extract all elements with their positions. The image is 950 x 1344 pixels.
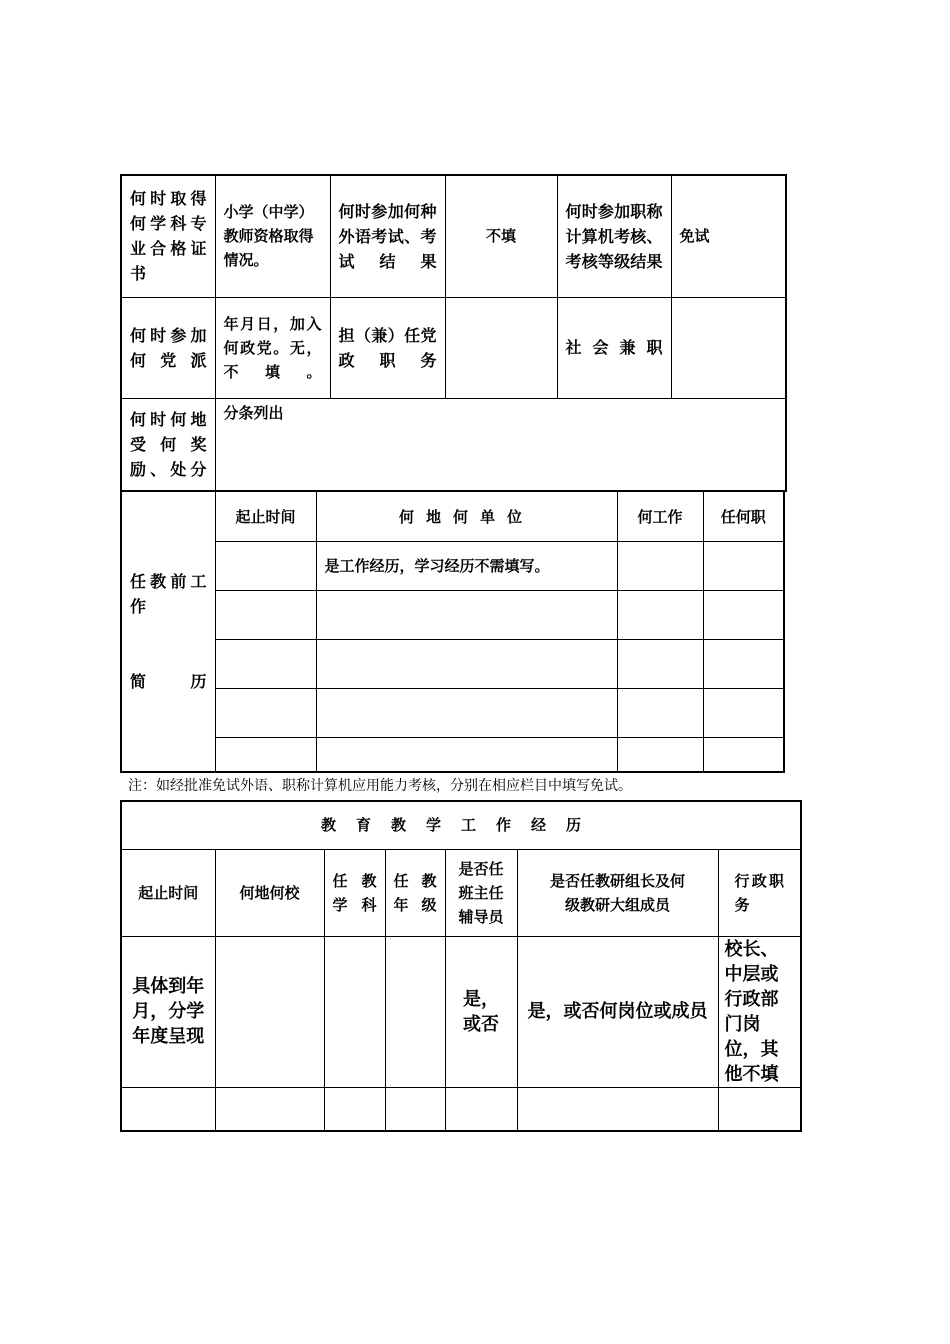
social-label: 社会兼职 [565,338,663,357]
foreign-value-cell[interactable] [445,175,557,297]
row2-cell[interactable] [324,1087,385,1131]
header-grade-text: 任教年级 [393,871,437,914]
cert-label-cell [121,175,215,297]
resume-cell[interactable] [703,738,784,772]
cert-label: 何时取得何学科专业合格证书 [130,189,207,284]
party-label: 何时参加何党派 [130,325,207,370]
note-text: 注：如经批准免试外语、职称计算机应用能力考核，分别在相应栏目中填写免试。 [128,778,632,794]
social-label-cell [557,297,671,398]
header-head-teacher: 是否任班主任辅导员 [445,849,517,936]
resume-cell[interactable] [316,591,617,640]
social-value-cell[interactable] [671,297,786,398]
resume-header-position: 任何职 [703,492,784,542]
computer-label: 何时参加职称计算机考核、考核等级结果 [565,201,663,271]
resume-cell[interactable] [316,640,617,689]
resume-cell[interactable] [617,640,703,689]
resume-cell[interactable] [703,542,784,591]
resume-label-2: 简历 [130,671,207,691]
header-subject [324,849,385,936]
resume-header-time: 起止时间 [215,492,316,542]
row2-cell[interactable] [121,1087,215,1131]
computer-label-cell [557,175,671,297]
computer-value: 免试 [679,227,710,246]
resume-label-cell [121,492,215,772]
row1-grade[interactable] [385,936,445,1087]
row2-cell[interactable] [445,1087,517,1131]
cert-value: 小学（中学）教师资格取得情况。 [223,203,314,270]
post-label: 担（兼）任党政职务 [338,325,437,370]
row2-cell[interactable] [718,1087,801,1131]
resume-cell[interactable] [215,591,316,640]
header-school: 何地何校 [215,849,324,936]
resume-cell[interactable] [617,689,703,738]
party-value-cell[interactable] [215,297,330,398]
resume-cell[interactable] [316,738,617,772]
resume-cell[interactable] [703,591,784,640]
row1-time[interactable]: 具体到年月，分学年度呈现 [121,936,215,1087]
header-admin-text: 行政职务 [734,871,785,914]
award-value: 分条列出 [223,403,284,422]
resume-cell[interactable] [316,689,617,738]
award-label-cell [121,398,215,491]
header-time: 起止时间 [121,849,215,936]
teaching-history-table [120,800,802,1132]
header-research: 是否任教研组长及何级教研大组成员 [517,849,718,936]
teaching-title: 教育教学工作经历 [121,801,801,849]
award-value-cell[interactable] [215,398,786,491]
resume-cell[interactable] [215,689,316,738]
resume-cell[interactable] [215,542,316,591]
resume-cell[interactable] [215,738,316,772]
party-value: 年月日，加入何政党。无，不填。 [223,314,322,381]
row2-cell[interactable] [517,1087,718,1131]
resume-cell[interactable] [215,640,316,689]
party-label-cell [121,297,215,398]
row2-cell[interactable] [385,1087,445,1131]
row1-subject[interactable] [324,936,385,1087]
resume-cell[interactable] [617,542,703,591]
header-grade [385,849,445,936]
cert-value-cell[interactable] [215,175,330,297]
foreign-label: 何时参加何种外语考试、考试结果 [338,201,437,271]
resume-cell[interactable] [617,738,703,772]
row1-place[interactable] [215,936,324,1087]
row1-admin[interactable]: 校长、中层或行政部门岗位，其他不填 [718,936,801,1087]
row1-head-teacher[interactable]: 是，或否 [445,936,517,1087]
resume-header-work: 何工作 [617,492,703,542]
resume-label-1: 任教前工作 [130,571,207,616]
resume-note: 是工作经历，学习经历不需填写。 [324,557,550,575]
foreign-label-cell [330,175,445,297]
header-admin [718,849,801,936]
computer-value-cell[interactable] [671,175,786,297]
row2-cell[interactable] [215,1087,324,1131]
award-label: 何时何地受何奖励、处分 [130,409,207,479]
resume-cell[interactable] [703,640,784,689]
foreign-value: 不填 [486,227,517,246]
resume-table [120,491,785,773]
resume-cell[interactable] [703,689,784,738]
personal-info-table [120,174,787,492]
post-value-cell[interactable] [445,297,557,398]
post-label-cell [330,297,445,398]
resume-cell[interactable] [617,591,703,640]
row1-research[interactable]: 是，或否何岗位或成员 [517,936,718,1087]
resume-note-cell[interactable] [316,542,617,591]
header-subject-text: 任教学科 [332,871,377,914]
resume-header-unit: 何地何单位 [316,492,617,542]
